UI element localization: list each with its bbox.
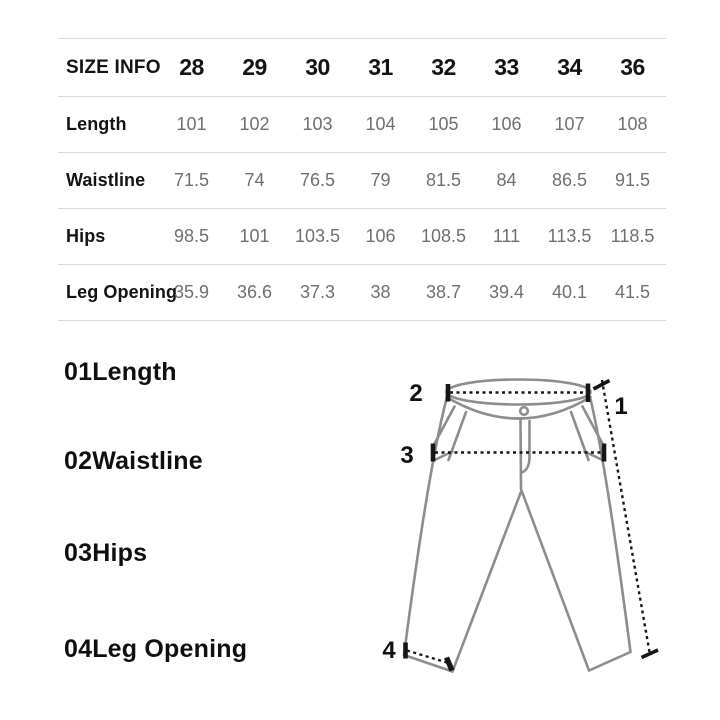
legend-item-length: 01Length (64, 358, 177, 386)
size-header-29: 29 (242, 54, 267, 80)
marker-length: 1 (614, 393, 628, 420)
waistline-value: 86.5 (551, 170, 588, 190)
legend-item-hips: 03Hips (64, 539, 148, 567)
length-value: 103 (302, 114, 333, 134)
marker-waistline: 2 (409, 380, 423, 407)
marker-leg-opening: 4 (382, 637, 396, 664)
length-value: 101 (176, 114, 207, 134)
length-value: 104 (365, 114, 396, 134)
waistline-value: 71.5 (173, 170, 210, 190)
waistline-value: 76.5 (299, 170, 336, 190)
size-header-28: 28 (179, 54, 204, 80)
waistline-value: 91.5 (614, 170, 651, 190)
leg-opening-value: 38 (370, 282, 391, 302)
leg-opening-value: 36.6 (236, 282, 273, 302)
hips-value: 101 (239, 226, 270, 246)
leg-opening-value: 38.7 (425, 282, 462, 302)
size-header-31: 31 (368, 54, 393, 80)
size-header-34: 34 (557, 54, 582, 80)
length-value: 102 (239, 114, 270, 134)
length-value: 106 (491, 114, 522, 134)
hips-value: 111 (492, 226, 521, 246)
size-header-30: 30 (305, 54, 330, 80)
size-header-32: 32 (431, 54, 456, 80)
leg-opening-value: 40.1 (551, 282, 588, 302)
length-value: 108 (617, 114, 648, 134)
hips-value: 98.5 (173, 226, 210, 246)
legend-item-waistline: 02Waistline (64, 447, 203, 475)
row-label-waistline: Waistline (66, 170, 146, 190)
length-value: 107 (554, 114, 585, 134)
leg-opening-value: 37.3 (299, 282, 336, 302)
leg-opening-value: 39.4 (488, 282, 525, 302)
row-label-length: Length (66, 114, 127, 134)
leg-opening-measure-line (406, 643, 453, 671)
row-label-hips: Hips (66, 226, 106, 246)
waistline-value: 74 (244, 170, 265, 190)
waistline-value: 81.5 (425, 170, 462, 190)
length-value: 105 (428, 114, 459, 134)
row-label-leg-opening: Leg Opening (66, 282, 178, 302)
hips-value: 106 (365, 226, 396, 246)
size-header-36: 36 (620, 54, 645, 80)
hips-value: 103.5 (294, 226, 341, 246)
pants-outline-icon (404, 380, 631, 672)
size-header-33: 33 (494, 54, 519, 80)
hips-measure-line (433, 444, 604, 462)
table-title: SIZE INFO (66, 56, 161, 78)
waistline-value: 79 (370, 170, 391, 190)
hips-value: 108.5 (420, 226, 467, 246)
hips-value: 118.5 (610, 226, 655, 246)
hips-value: 113.5 (547, 226, 592, 246)
legend-item-leg-opening: 04Leg Opening (64, 635, 248, 663)
leg-opening-value: 41.5 (614, 282, 651, 302)
waistline-measure-line (448, 384, 588, 403)
marker-hips: 3 (400, 442, 414, 469)
waistline-value: 84 (496, 170, 517, 190)
leg-opening-value: 35.9 (173, 282, 210, 302)
